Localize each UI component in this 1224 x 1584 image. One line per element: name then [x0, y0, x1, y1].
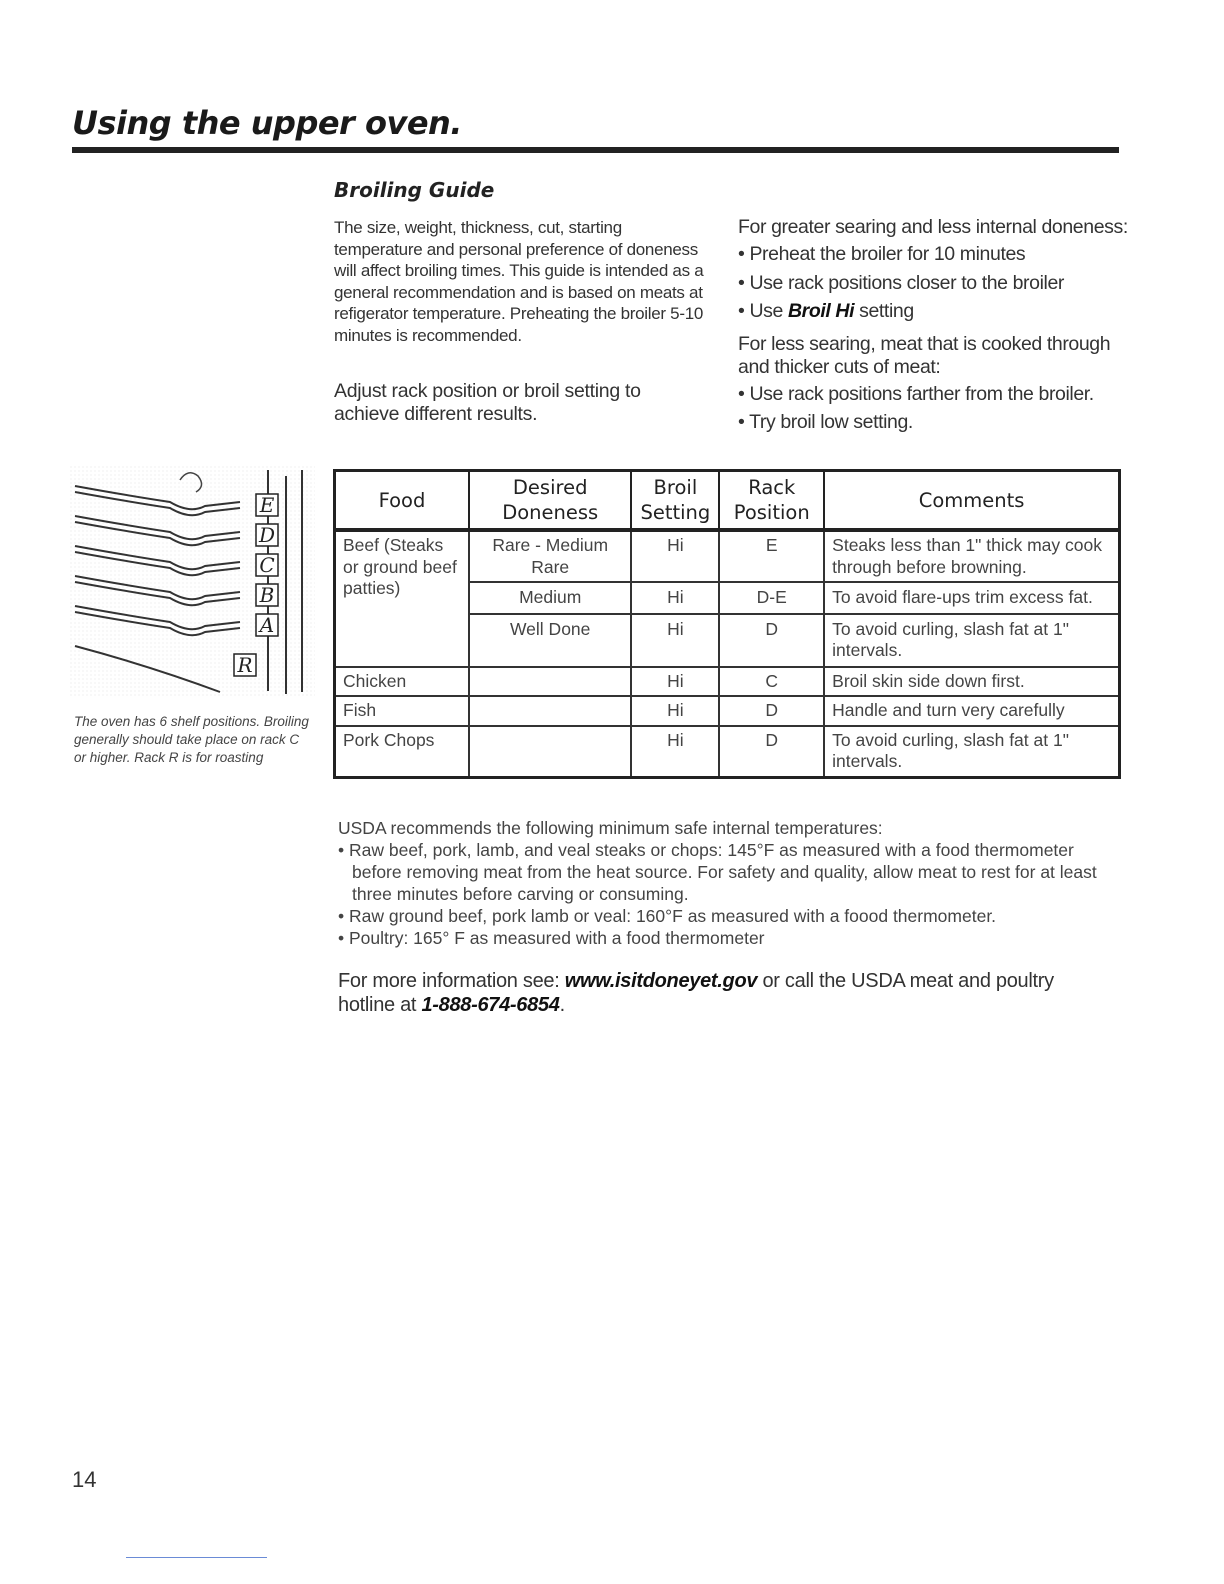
doneness-cell: Rare - Medium Rare: [469, 530, 631, 582]
less-searing-tip: • Use rack positions farther from the broiler.: [738, 382, 1094, 405]
table-row: [335, 726, 1120, 778]
oven-rack-illustration: [70, 466, 315, 698]
food-cell: Chicken: [335, 667, 469, 697]
comment-cell: Steaks less than 1" thick may cook through before browning.: [824, 530, 1119, 582]
doneness-cell: [469, 667, 631, 697]
doneness-cell: Well Done: [469, 614, 631, 667]
illustration-caption: The oven has 6 shelf positions. Broiling generally should take place on rack C or higher. Rack R is for roasting: [74, 714, 309, 765]
header-comments: Comments: [824, 471, 1119, 531]
less-searing-tip: • Try broil low setting.: [738, 411, 913, 433]
searing-tip: • Use Broil Hi setting: [738, 300, 914, 322]
doneness-cell: [469, 726, 631, 778]
food-cell: Pork Chops: [335, 726, 469, 778]
intro-paragraph: The size, weight, thickness, cut, starting temperature and personal preference of doneness will affect broiling times. This guide is intended as a general recommendation and is based on meats at refigerator temperature. Preheating the broiler 5-10 minutes is recommended.: [334, 218, 704, 345]
title-rule: [72, 147, 1119, 153]
setting-cell: Hi: [631, 530, 719, 582]
rack-cell: E: [719, 530, 824, 582]
table-header-row: [335, 471, 1120, 531]
broil-hi-label: Broil Hi: [787, 300, 855, 322]
more-info: For more information see: www.isitdoneyet.gov or call the USDA meat and poultry hotline at 1-888-674-6854.: [338, 970, 1054, 1016]
page-title: Using the upper oven.: [72, 104, 462, 142]
rack-label-c: C: [259, 553, 275, 577]
usda-recommendations: [338, 817, 1098, 949]
hotline-number: 1-888-674-6854: [421, 994, 560, 1016]
page-number: 14: [72, 1467, 97, 1492]
comment-cell: To avoid curling, slash fat at 1" intervals.: [824, 726, 1119, 778]
searing-intro: For greater searing and less internal doneness:: [738, 216, 1128, 238]
header-food: Food: [335, 471, 469, 531]
broiling-table: [333, 469, 1121, 779]
rack-cell: C: [719, 667, 824, 697]
table-row: [335, 667, 1120, 697]
less-searing-intro: For less searing, meat that is cooked through and thicker cuts of meat:: [738, 332, 1111, 378]
food-cell: Beef (Steaks or ground beef patties): [335, 530, 469, 667]
rack-label-e: E: [259, 493, 275, 517]
doneness-cell: Medium: [469, 582, 631, 614]
usda-intro: USDA recommends the following minimum safe internal temperatures:: [338, 818, 883, 838]
searing-tip: • Use rack positions closer to the broiler: [738, 271, 1065, 294]
usda-item: • Raw beef, pork, lamb, and veal steaks or chops: 145°F as measured with a food thermometer before removing meat from the heat source. For safety and quality, allow meat to rest for at least three minutes before carving or consuming.: [338, 840, 1097, 904]
table-row: [335, 696, 1120, 726]
website-link[interactable]: www.isitdoneyet.gov: [564, 970, 758, 992]
section-heading: Broiling Guide: [334, 178, 495, 202]
rack-cell: D: [719, 726, 824, 778]
searing-tip: • Preheat the broiler for 10 minutes: [738, 243, 1026, 265]
rack-cell: D: [719, 696, 824, 726]
setting-cell: Hi: [631, 667, 719, 697]
food-cell: Fish: [335, 696, 469, 726]
usda-item: • Raw ground beef, pork lamb or veal: 160°F as measured with a foood thermometer.: [338, 906, 997, 926]
footer-line: [126, 1557, 267, 1558]
rack-label-b: B: [259, 583, 275, 607]
usda-item: • Poultry: 165° F as measured with a food thermometer: [338, 928, 765, 948]
header-doneness: Desired Doneness: [469, 471, 631, 531]
setting-cell: Hi: [631, 696, 719, 726]
rack-label-d: D: [258, 523, 276, 547]
searing-tips: [738, 216, 1128, 438]
comment-cell: Handle and turn very carefully: [824, 696, 1119, 726]
doneness-cell: [469, 696, 631, 726]
comment-cell: To avoid flare-ups trim excess fat.: [824, 582, 1119, 614]
rack-cell: D: [719, 614, 824, 667]
table-row: [335, 530, 1120, 582]
setting-cell: Hi: [631, 614, 719, 667]
setting-cell: Hi: [631, 726, 719, 778]
header-rack: Rack Position: [719, 471, 824, 531]
rack-label-r: R: [237, 653, 253, 677]
header-setting: Broil Setting: [631, 471, 719, 531]
adjust-paragraph: Adjust rack position or broil setting to achieve different results.: [334, 380, 641, 425]
comment-cell: To avoid curling, slash fat at 1" intervals.: [824, 614, 1119, 667]
setting-cell: Hi: [631, 582, 719, 614]
rack-label-a: A: [259, 613, 275, 637]
rack-cell: D-E: [719, 582, 824, 614]
comment-cell: Broil skin side down first.: [824, 667, 1119, 697]
